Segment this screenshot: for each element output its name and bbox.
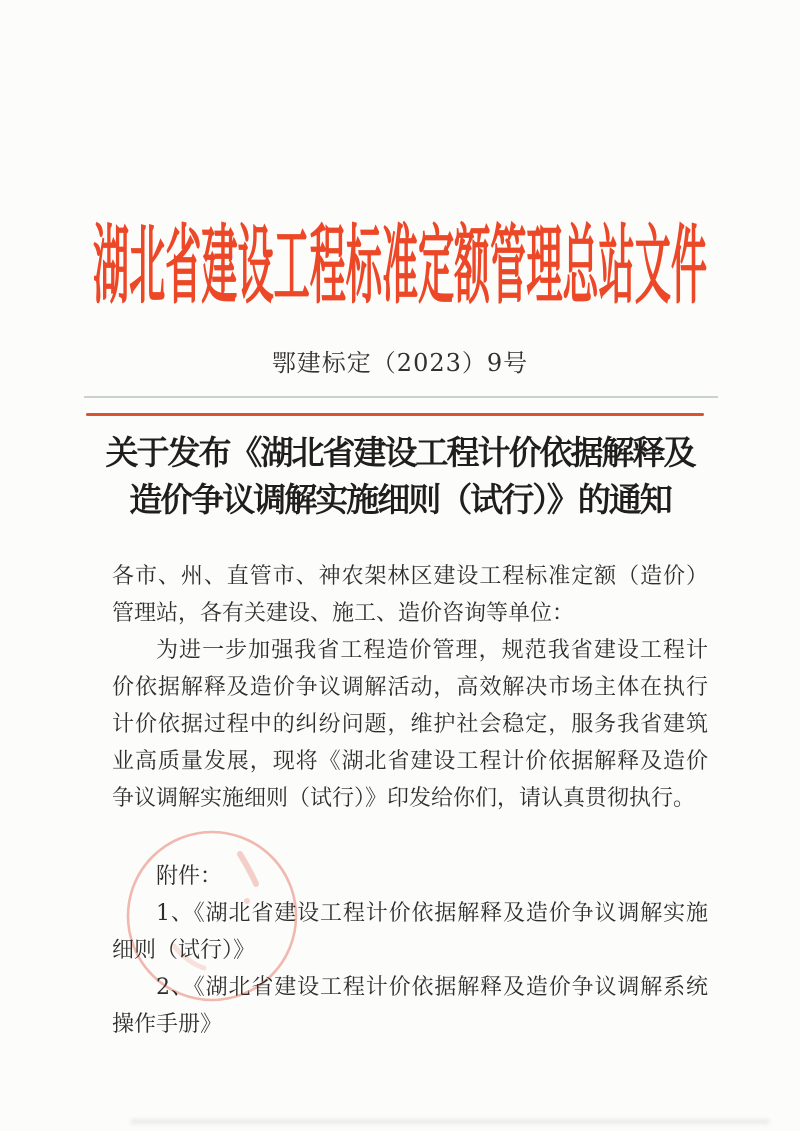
body-line: 各市、州、直管市、神农架林区建设工程标准定额（造价） (112, 564, 708, 589)
org-title: 湖北省建设工程标准定额管理总站文件 (92, 215, 708, 316)
body-line: 管理站，各有关建设、施工、造价咨询等单位： (112, 601, 575, 626)
scanner-shadow (130, 1119, 770, 1124)
attachment-line: 2、《湖北省建设工程计价依据解释及造价争议调解系统 (156, 975, 708, 1000)
notice-title-line-1: 关于发布《湖北省建设工程计价依据解释及 (105, 433, 695, 472)
body-line: 价依据解释及造价争议调解活动，高效解决市场主体在执行 (112, 675, 708, 700)
red-divider-line (86, 413, 704, 416)
notice-title (0, 429, 800, 523)
doc-number: 鄂建标定（2023）9号 (271, 349, 529, 377)
red-header (0, 215, 800, 316)
notice-title-line-2: 造价争议调解实施细则（试行）》的通知 (129, 480, 671, 519)
attachment-heading: 附件： (156, 864, 223, 889)
body-text (112, 558, 708, 1043)
body-line: 计价依据过程中的纠纷问题，维护社会稳定，服务我省建筑 (112, 712, 708, 737)
body-line: 争议调解实施细则（试行）》印发给你们，请认真贯彻执行。 (112, 786, 696, 811)
body-line: 业高质量发展，现将《湖北省建设工程计价依据解释及造价 (112, 749, 708, 774)
attachment-line: 1、《湖北省建设工程计价依据解释及造价争议调解实施 (156, 901, 708, 926)
gray-hairline (84, 396, 718, 398)
body-line: 为进一步加强我省工程造价管理，规范我省建设工程计 (156, 638, 708, 663)
attachment-line: 细则（试行）》 (112, 938, 256, 963)
attachment-line: 操作手册》 (112, 1012, 223, 1037)
